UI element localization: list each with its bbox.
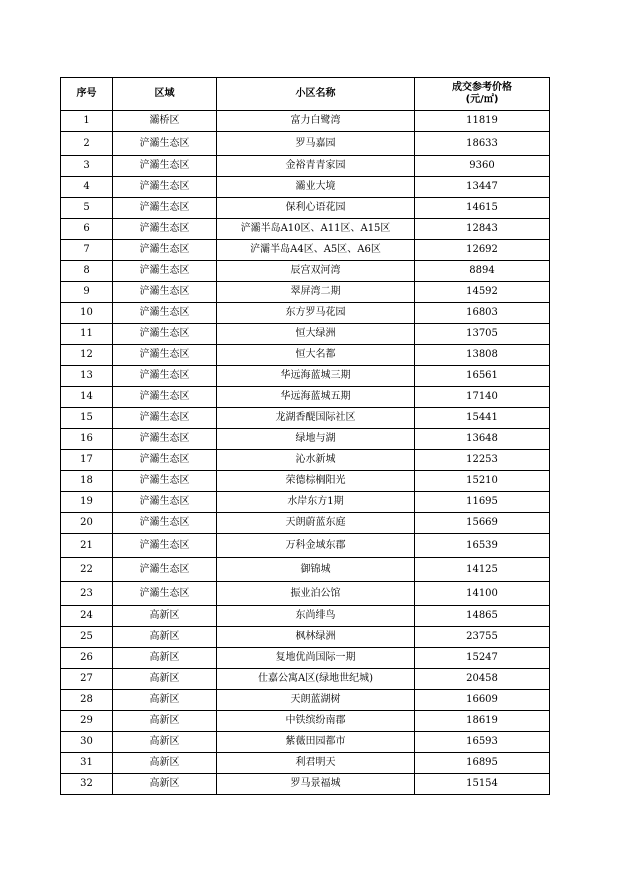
cell-name: 金裕青青家园 (217, 156, 415, 177)
table-row (61, 111, 550, 132)
cell-price: 13447 (415, 177, 550, 198)
cell-area: 灞桥区 (113, 111, 217, 132)
cell-area: 浐灞生态区 (113, 156, 217, 177)
table-row (61, 753, 550, 774)
cell-no: 27 (61, 669, 113, 690)
cell-name: 振业泊公馆 (217, 582, 415, 606)
cell-price: 14615 (415, 198, 550, 219)
cell-no: 4 (61, 177, 113, 198)
cell-name: 绿地与湖 (217, 429, 415, 450)
cell-name: 荣德棕榈阳光 (217, 471, 415, 492)
cell-no: 26 (61, 648, 113, 669)
cell-name: 天朗蓝湖树 (217, 690, 415, 711)
cell-name: 浐灞半岛A4区、A5区、A6区 (217, 240, 415, 261)
header-price-unit: (元/㎡) (465, 94, 499, 105)
cell-no: 31 (61, 753, 113, 774)
cell-price: 14100 (415, 582, 550, 606)
cell-no: 32 (61, 774, 113, 795)
cell-no: 12 (61, 345, 113, 366)
cell-area: 浐灞生态区 (113, 240, 217, 261)
cell-price: 18619 (415, 711, 550, 732)
header-price-label: 成交参考价格 (452, 82, 512, 93)
cell-area: 高新区 (113, 774, 217, 795)
cell-price: 16561 (415, 366, 550, 387)
table-row (61, 303, 550, 324)
header-price (415, 78, 550, 111)
cell-no: 28 (61, 690, 113, 711)
cell-area: 浐灞生态区 (113, 303, 217, 324)
cell-no: 7 (61, 240, 113, 261)
table-header (61, 78, 550, 111)
table-row (61, 732, 550, 753)
table-row (61, 324, 550, 345)
cell-no: 14 (61, 387, 113, 408)
cell-price: 13808 (415, 345, 550, 366)
cell-name: 沁水新城 (217, 450, 415, 471)
cell-price: 14865 (415, 606, 550, 627)
cell-price: 20458 (415, 669, 550, 690)
table-row (61, 156, 550, 177)
cell-area: 高新区 (113, 690, 217, 711)
cell-area: 浐灞生态区 (113, 387, 217, 408)
table-body (61, 111, 550, 795)
table-row (61, 366, 550, 387)
cell-area: 浐灞生态区 (113, 132, 217, 156)
cell-price: 16803 (415, 303, 550, 324)
header-no: 序号 (61, 78, 113, 111)
cell-area: 浐灞生态区 (113, 408, 217, 429)
cell-price: 12692 (415, 240, 550, 261)
cell-area: 浐灞生态区 (113, 324, 217, 345)
cell-area: 浐灞生态区 (113, 534, 217, 558)
cell-name: 灞业大境 (217, 177, 415, 198)
cell-name: 浐灞半岛A10区、A11区、A15区 (217, 219, 415, 240)
cell-no: 6 (61, 219, 113, 240)
cell-no: 9 (61, 282, 113, 303)
cell-area: 浐灞生态区 (113, 513, 217, 534)
cell-no: 15 (61, 408, 113, 429)
cell-price: 11695 (415, 492, 550, 513)
cell-no: 16 (61, 429, 113, 450)
cell-area: 浐灞生态区 (113, 450, 217, 471)
table-row (61, 558, 550, 582)
cell-name: 保利心语花园 (217, 198, 415, 219)
table-row (61, 774, 550, 795)
table-row (61, 513, 550, 534)
cell-price: 15247 (415, 648, 550, 669)
cell-no: 10 (61, 303, 113, 324)
table-row (61, 582, 550, 606)
cell-no: 11 (61, 324, 113, 345)
cell-area: 浐灞生态区 (113, 261, 217, 282)
table-row (61, 240, 550, 261)
cell-name: 罗马嘉园 (217, 132, 415, 156)
cell-name: 水岸东方1期 (217, 492, 415, 513)
cell-name: 龙湖香醍国际社区 (217, 408, 415, 429)
cell-name: 东尚绯鸟 (217, 606, 415, 627)
cell-price: 18633 (415, 132, 550, 156)
cell-name: 利君明天 (217, 753, 415, 774)
cell-price: 13648 (415, 429, 550, 450)
cell-name: 恒大名都 (217, 345, 415, 366)
cell-name: 天朗蔚蓝东庭 (217, 513, 415, 534)
cell-no: 13 (61, 366, 113, 387)
cell-no: 8 (61, 261, 113, 282)
cell-area: 浐灞生态区 (113, 282, 217, 303)
cell-no: 17 (61, 450, 113, 471)
table-row (61, 282, 550, 303)
header-area: 区域 (113, 78, 217, 111)
cell-name: 罗马景福城 (217, 774, 415, 795)
cell-price: 15441 (415, 408, 550, 429)
cell-area: 浐灞生态区 (113, 219, 217, 240)
cell-no: 3 (61, 156, 113, 177)
cell-area: 浐灞生态区 (113, 429, 217, 450)
cell-name: 富力白鹭湾 (217, 111, 415, 132)
cell-no: 30 (61, 732, 113, 753)
table-row (61, 492, 550, 513)
table-row (61, 261, 550, 282)
cell-area: 浐灞生态区 (113, 492, 217, 513)
cell-area: 浐灞生态区 (113, 345, 217, 366)
cell-area: 浐灞生态区 (113, 471, 217, 492)
table-row (61, 408, 550, 429)
cell-no: 22 (61, 558, 113, 582)
cell-no: 21 (61, 534, 113, 558)
table-row (61, 450, 550, 471)
table-row (61, 471, 550, 492)
cell-price: 12253 (415, 450, 550, 471)
cell-no: 19 (61, 492, 113, 513)
cell-area: 高新区 (113, 606, 217, 627)
cell-no: 24 (61, 606, 113, 627)
cell-price: 15669 (415, 513, 550, 534)
cell-no: 18 (61, 471, 113, 492)
cell-price: 8894 (415, 261, 550, 282)
cell-price: 23755 (415, 627, 550, 648)
cell-name: 紫薇田园都市 (217, 732, 415, 753)
cell-name: 复地优尚国际一期 (217, 648, 415, 669)
cell-name: 翠屏湾二期 (217, 282, 415, 303)
cell-area: 高新区 (113, 732, 217, 753)
cell-price: 13705 (415, 324, 550, 345)
table-row (61, 219, 550, 240)
table-row (61, 690, 550, 711)
cell-area: 高新区 (113, 711, 217, 732)
table-row (61, 534, 550, 558)
cell-area: 浐灞生态区 (113, 177, 217, 198)
cell-no: 25 (61, 627, 113, 648)
cell-price: 14592 (415, 282, 550, 303)
cell-area: 高新区 (113, 669, 217, 690)
cell-name: 华远海蓝城三期 (217, 366, 415, 387)
cell-name: 仕嘉公寓A区(绿地世纪城) (217, 669, 415, 690)
header-name: 小区名称 (217, 78, 415, 111)
cell-area: 高新区 (113, 627, 217, 648)
cell-price: 11819 (415, 111, 550, 132)
cell-price: 14125 (415, 558, 550, 582)
table-row (61, 387, 550, 408)
header-row (61, 78, 550, 111)
cell-name: 辰宫双河湾 (217, 261, 415, 282)
cell-no: 23 (61, 582, 113, 606)
cell-area: 浐灞生态区 (113, 582, 217, 606)
cell-name: 东方罗马花园 (217, 303, 415, 324)
cell-name: 恒大绿洲 (217, 324, 415, 345)
cell-area: 浐灞生态区 (113, 198, 217, 219)
cell-name: 华远海蓝城五期 (217, 387, 415, 408)
cell-name: 枫林绿洲 (217, 627, 415, 648)
cell-price: 16593 (415, 732, 550, 753)
cell-name: 万科金域东郡 (217, 534, 415, 558)
cell-no: 5 (61, 198, 113, 219)
cell-price: 15154 (415, 774, 550, 795)
table-row (61, 606, 550, 627)
cell-price: 12843 (415, 219, 550, 240)
cell-no: 2 (61, 132, 113, 156)
table-row (61, 198, 550, 219)
table-row (61, 132, 550, 156)
table-row (61, 711, 550, 732)
cell-price: 16895 (415, 753, 550, 774)
cell-name: 御锦城 (217, 558, 415, 582)
table-row (61, 345, 550, 366)
price-table (60, 77, 550, 795)
cell-area: 高新区 (113, 648, 217, 669)
cell-no: 20 (61, 513, 113, 534)
cell-no: 1 (61, 111, 113, 132)
table-row (61, 429, 550, 450)
cell-area: 高新区 (113, 753, 217, 774)
table-row (61, 177, 550, 198)
table-row (61, 669, 550, 690)
cell-no: 29 (61, 711, 113, 732)
cell-area: 浐灞生态区 (113, 366, 217, 387)
cell-name: 中铁缤纷南郡 (217, 711, 415, 732)
cell-price: 17140 (415, 387, 550, 408)
table-row (61, 648, 550, 669)
cell-price: 16539 (415, 534, 550, 558)
cell-price: 16609 (415, 690, 550, 711)
cell-price: 15210 (415, 471, 550, 492)
table-row (61, 627, 550, 648)
cell-area: 浐灞生态区 (113, 558, 217, 582)
cell-price: 9360 (415, 156, 550, 177)
